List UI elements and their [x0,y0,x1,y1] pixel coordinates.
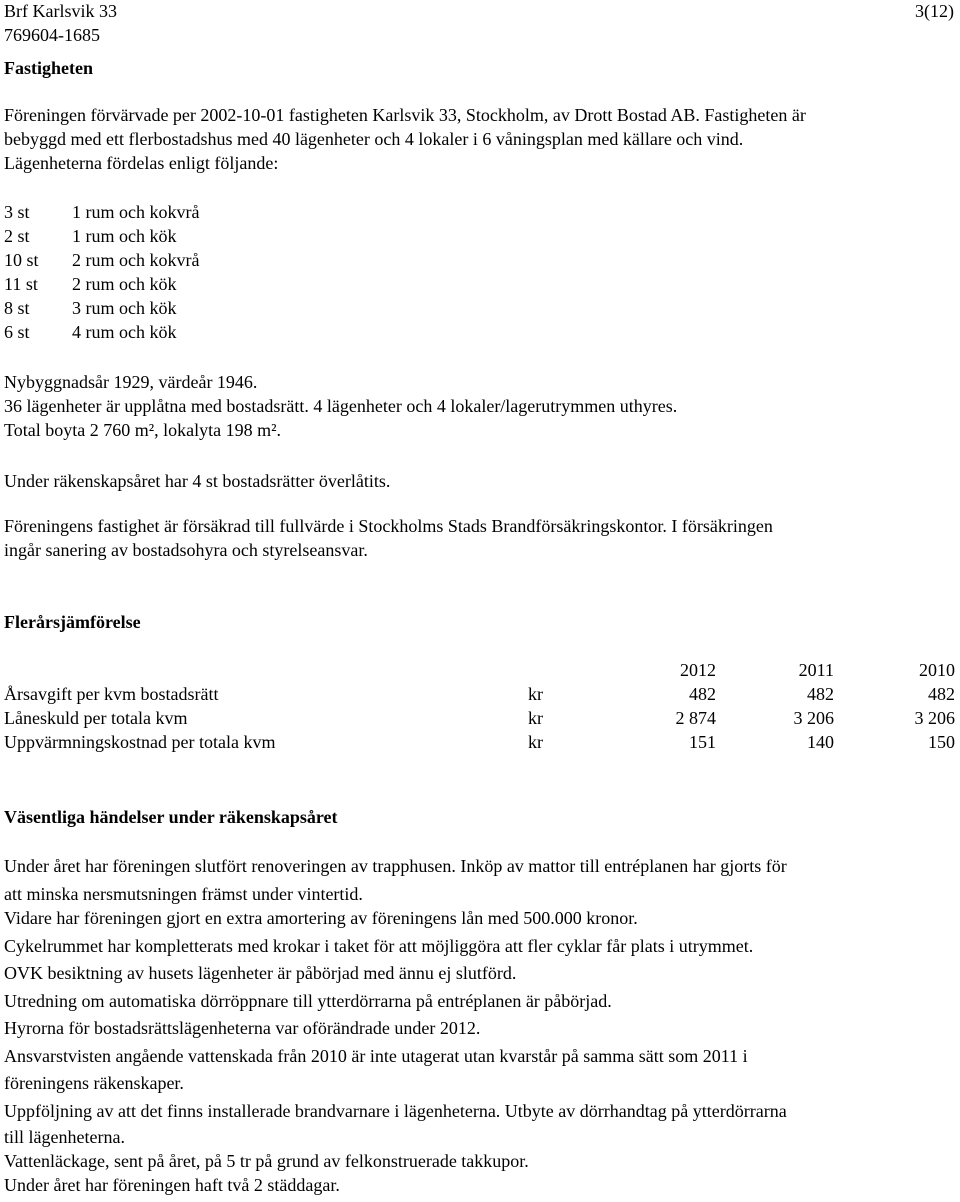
cell-value: 3 206 [793,708,834,728]
text-line: Vattenläckage, sent på året, på 5 tr på grund av felkonstruerade takkupor. [4,1151,529,1171]
cell-value: 482 [689,684,716,704]
text-line: Vidare har föreningen gjort en extra amortering av föreningens lån med 500.000 kronor. [4,908,638,928]
table-row [4,682,956,706]
row-unit: kr [528,708,543,728]
cell-value: 140 [807,732,834,752]
column-header-year: 2010 [919,660,955,680]
apartment-type: 2 rum och kokvrå [72,250,200,270]
list-item [4,200,199,224]
list-item [4,320,199,344]
text-line: Under året har föreningen haft två 2 städdagar. [4,1175,340,1195]
apartment-list [4,200,199,344]
text-line: Total boyta 2 760 m², lokalyta 198 m². [4,420,281,440]
table-row [4,706,956,730]
cell-value: 151 [689,732,716,752]
row-unit: kr [528,684,543,704]
apartment-count: 2 st [4,226,30,246]
text-line: Föreningen förvärvade per 2002-10-01 fastigheten Karlsvik 33, Stockholm, av Drott Bostad AB. Fastigheten är [4,105,806,125]
apartment-type: 4 rum och kök [72,322,177,342]
cell-value: 3 206 [914,708,955,728]
apartment-count: 10 st [4,250,39,270]
section-heading: Väsentliga händelser under räkenskapsåret [4,807,338,827]
list-item [4,296,199,320]
list-item [4,248,199,272]
apartment-type: 1 rum och kokvrå [72,202,200,222]
cell-value: 2 874 [675,708,716,728]
apartment-type: 1 rum och kök [72,226,177,246]
text-line: Föreningens fastighet är försäkrad till fullvärde i Stockholms Stads Brandförsäkringskontor. I försäkringen [4,516,773,536]
section-heading: Fastigheten [4,58,93,78]
cell-value: 150 [928,732,955,752]
apartment-count: 11 st [4,274,38,294]
apartment-count: 3 st [4,202,30,222]
text-line: ingår sanering av bostadsohyra och styrelseansvar. [4,540,368,560]
row-label: Uppvärmningskostnad per totala kvm [4,732,276,752]
page-header [4,0,956,47]
org-number: 769604-1685 [4,25,100,45]
row-unit: kr [528,732,543,752]
text-line: Nybyggnadsår 1929, värdeår 1946. [4,372,258,392]
column-header-year: 2012 [680,660,716,680]
section-heading: Flerårsjämförelse [4,612,141,632]
text-line: Hyrorna för bostadsrättslägenheterna var oförändrade under 2012. [4,1018,481,1038]
text-line: Under året har föreningen slutfört renoveringen av trapphusen. Inköp av mattor till entréplanen har gjorts för [4,856,787,876]
text-line: till lägenheterna. [4,1127,125,1147]
text-line: att minska nersmutsningen främst under vintertid. [4,883,363,904]
apartment-type: 3 rum och kök [72,298,177,318]
property-details [4,370,677,442]
page-number: 3(12) [915,1,954,21]
text-line: Utredning om automatiska dörröppnare till ytterdörrarna på entréplanen är påbörjad. [4,990,612,1011]
table-row [4,730,956,754]
text-line: föreningens räkenskaper. [4,1073,184,1093]
row-label: Årsavgift per kvm bostadsrätt [4,684,219,704]
cell-value: 482 [807,684,834,704]
list-item [4,224,199,248]
table-header-row [4,658,956,682]
insurance-paragraph [4,514,773,562]
text-line: Ansvarstvisten angående vattenskada från 2010 är inte utagerat utan kvarstår på samma sätt som 2011 i [4,1045,748,1066]
org-name: Brf Karlsvik 33 [4,1,117,21]
column-header-year: 2011 [798,660,834,680]
multi-year-table [4,658,956,754]
transfers-text: Under räkenskapsåret har 4 st bostadsrätter överlåtits. [4,471,391,491]
text-line: OVK besiktning av husets lägenheter är påbörjad med ännu ej slutförd. [4,963,517,983]
intro-paragraph [4,103,960,175]
apartment-type: 2 rum och kök [72,274,177,294]
list-item [4,272,199,296]
events-list [4,853,960,1197]
text-line: Cykelrummet har kompletterats med krokar i taket för att möjliggöra att fler cyklar får plats i utrymmet. [4,935,754,956]
row-label: Låneskuld per totala kvm [4,708,188,728]
apartment-count: 6 st [4,322,30,342]
cell-value: 482 [928,684,955,704]
text-line: Uppföljning av att det finns installerade brandvarnare i lägenheterna. Utbyte av dörrhandtag på ytterdörrarna [4,1100,787,1121]
text-line: bebyggd med ett flerbostadshus med 40 lägenheter och 4 lokaler i 6 våningsplan med källare och vind. [4,129,744,149]
text-line: 36 lägenheter är upplåtna med bostadsrätt. 4 lägenheter och 4 lokaler/lagerutrymmen uthyres. [4,396,678,416]
text-line: Lägenheterna fördelas enligt följande: [4,153,279,173]
apartment-count: 8 st [4,298,30,318]
